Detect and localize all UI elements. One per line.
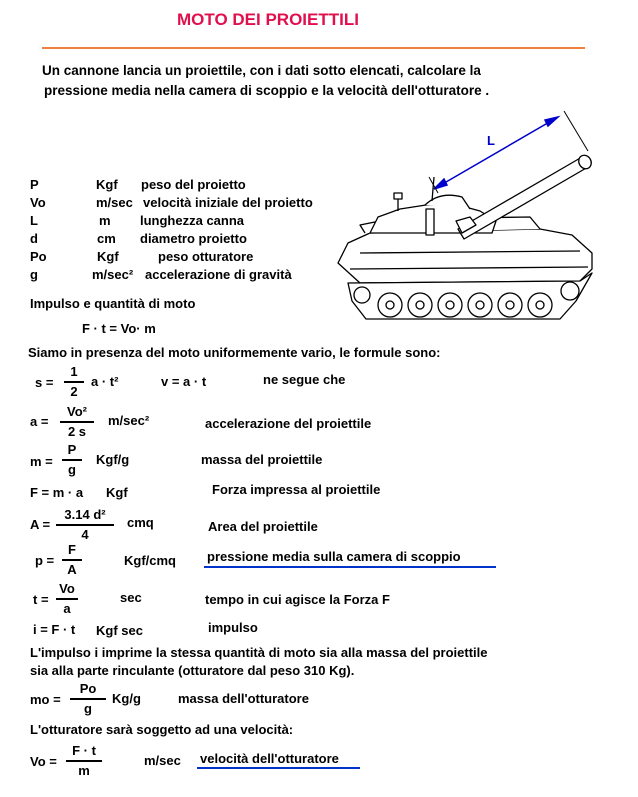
formula-a-lhs: a = — [30, 414, 49, 429]
formula-t-unit: sec — [120, 590, 142, 605]
var-desc: accelerazione di gravità — [145, 267, 292, 282]
fraction-numerator: F · t — [72, 743, 96, 758]
fraction-numerator: 3.14 d² — [64, 507, 106, 522]
fraction-denominator: g — [84, 700, 92, 716]
var-symbol: P — [30, 177, 39, 192]
var-symbol: Vo — [30, 195, 46, 210]
var-unit: m — [99, 213, 111, 228]
formula-a-fraction — [60, 404, 94, 440]
formula-mo-lhs: mo = — [30, 692, 61, 707]
fraction-bar — [62, 559, 82, 561]
formula-t-lhs: t = — [33, 592, 49, 607]
var-desc: velocità iniziale del proietto — [143, 195, 313, 210]
formula-m-lhs: m = — [30, 454, 53, 469]
fraction-numerator: 1 — [70, 364, 78, 379]
fraction-bar — [62, 459, 82, 461]
page-title: MOTO DEI PROIETTILI — [177, 10, 359, 29]
formula-s-fraction — [64, 364, 84, 400]
fraction-denominator: g — [68, 461, 76, 477]
fraction-numerator: Po — [79, 681, 97, 696]
fraction-bar — [56, 598, 78, 600]
formula-p-desc: pressione media sulla camera di scoppio — [207, 549, 461, 564]
formula-i-desc: impulso — [208, 620, 258, 635]
formula-Vo-lhs: Vo = — [30, 754, 57, 769]
underline — [197, 767, 360, 769]
fraction-bar — [60, 421, 94, 423]
fraction-numerator: Vo — [59, 581, 75, 596]
impulse-text-1: L'impulso i imprime la stessa quantità di moto sia alla massa del proiettile — [30, 645, 488, 660]
impulse-text-2: sia alla parte rinculante (otturatore dal peso 310 Kg). — [30, 663, 355, 678]
underline — [204, 566, 496, 568]
var-unit: Kgf — [96, 177, 118, 192]
formula-s-rest: a · t² — [91, 374, 119, 389]
var-unit: Kgf — [97, 249, 119, 264]
formula-m-unit: Kgf/g — [96, 452, 130, 467]
formula-Vo-desc: velocità dell'otturatore — [200, 751, 339, 766]
var-symbol: d — [30, 231, 38, 246]
formula-mo-fraction — [70, 681, 106, 717]
fraction-bar — [56, 524, 114, 526]
formula-A-lhs: A = — [30, 517, 51, 532]
formula-t-desc: tempo in cui agisce la Forza F — [205, 592, 390, 607]
formula-F-desc: Forza impressa al proiettile — [212, 482, 381, 497]
fraction-denominator: 2 s — [67, 423, 87, 439]
var-desc: peso del proietto — [141, 177, 246, 192]
title-divider — [42, 47, 585, 49]
formula-p-fraction — [62, 542, 82, 578]
fraction-denominator: A — [67, 561, 77, 577]
formula-i-unit: Kgf sec — [96, 623, 143, 638]
formula-m-desc: massa del proiettile — [201, 452, 323, 467]
formula-F: F = m · a — [30, 485, 84, 500]
var-desc: lunghezza canna — [140, 213, 245, 228]
uniform-motion-text: Siamo in presenza del moto uniformemente vario, le formule sono: — [28, 345, 441, 360]
formula-m-fraction — [62, 442, 82, 478]
fraction-denominator: m — [78, 762, 90, 778]
formula-t-fraction — [56, 581, 78, 617]
var-unit: cm — [97, 231, 116, 246]
formula-a-unit: m/sec² — [108, 413, 150, 428]
fraction-numerator: Vo² — [67, 404, 87, 419]
fraction-bar — [70, 698, 106, 700]
fraction-numerator: F — [68, 542, 76, 557]
var-unit: m/sec² — [92, 267, 134, 282]
tank-illustration — [330, 105, 630, 340]
formula-mo-unit: Kg/g — [112, 691, 141, 706]
var-symbol: Po — [30, 249, 47, 264]
formula-Vo-fraction — [66, 743, 102, 779]
var-symbol: L — [30, 213, 38, 228]
otturatore-text: L'otturatore sarà soggetto ad una velocità: — [30, 722, 294, 737]
formula-p-unit: Kgf/cmq — [124, 553, 176, 568]
fraction-denominator: a — [63, 600, 71, 616]
formula-A-unit: cmq — [127, 515, 154, 530]
barrel-length-label: L — [487, 133, 495, 148]
var-symbol: g — [30, 267, 38, 282]
formula-F-unit: Kgf — [106, 485, 128, 500]
formula-i: i = F · t — [33, 622, 76, 637]
intro-line-1: Un cannone lancia un proiettile, con i dati sotto elencati, calcolare la — [42, 63, 481, 78]
impulse-heading: Impulso e quantità di moto — [30, 296, 196, 311]
follows-text: ne segue che — [263, 372, 346, 387]
fraction-denominator: 4 — [81, 526, 89, 542]
formula-Vo-unit: m/sec — [144, 753, 181, 768]
formula-a-desc: accelerazione del proiettile — [205, 416, 372, 431]
var-unit: m/sec — [96, 195, 133, 210]
var-desc: peso otturatore — [158, 249, 254, 264]
formula-mo-desc: massa dell'otturatore — [178, 691, 309, 706]
impulse-formula: F · t = Vo· m — [82, 321, 156, 336]
intro-line-2: pressione media nella camera di scoppio e la velocità dell'otturatore . — [44, 83, 490, 98]
formula-p-lhs: p = — [35, 553, 55, 568]
formula-A-desc: Area del proiettile — [208, 519, 318, 534]
fraction-denominator: 2 — [70, 383, 78, 399]
formula-v: v = a · t — [161, 374, 207, 389]
var-desc: diametro proietto — [140, 231, 247, 246]
fraction-bar — [66, 760, 102, 762]
fraction-bar — [64, 381, 84, 383]
fraction-numerator: P — [67, 442, 77, 457]
formula-s-lhs: s = — [35, 375, 54, 390]
formula-A-fraction — [56, 507, 114, 543]
